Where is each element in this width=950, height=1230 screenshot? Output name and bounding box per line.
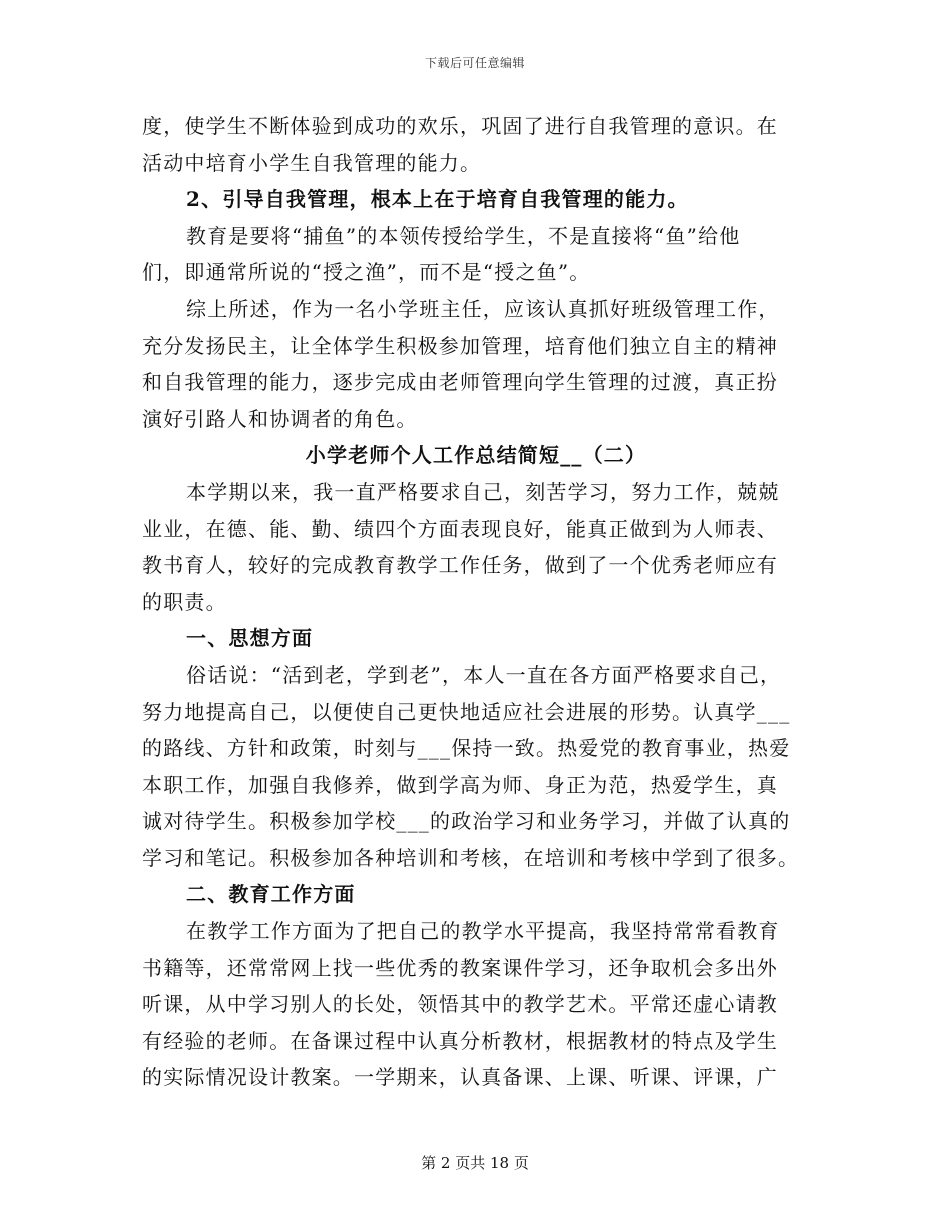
text-line: 活动中培育小学生自我管理的能力。 [142,150,482,175]
text-line: 充分发扬民主，让全体学生积极参加管理，培育他们独立自主的精神 [142,333,778,358]
text-line: 本学期以来，我一直严格要求自己，刻苦学习，努力工作，兢兢 [186,479,780,504]
text-line: 们，即通常所说的“授之渔”，而不是“授之鱼”。 [142,260,591,285]
document-body [142,108,810,1096]
text-line: 在教学工作方面为了把自己的教学水平提高，我坚持常常看教育 [186,919,780,944]
text-line: 度，使学生不断体验到成功的欢乐，巩固了进行自我管理的意识。在 [142,114,778,138]
text-line: 听课，从中学习别人的长处，领悟其中的教学艺术。平常还虚心请教 [142,992,778,1017]
text-line: 的职责。 [142,589,227,614]
text-line: 教书育人，较好的完成教育教学工作任务，做到了一个优秀老师应有 [142,553,778,578]
page-footer: 第 2 页共 18 页 [421,1154,529,1172]
text-line: 教育是要将“捕鱼”的本领传授给学生，不是直接将“鱼”给他 [186,223,741,248]
text-line: 和自我管理的能力，逐步完成由老师管理向学生管理的过渡，真正扮 [142,370,778,395]
text-line: 演好引路人和协调者的角色。 [142,406,418,431]
text-line: 努力地提高自己，以便使自己更快地适应社会进展的形势。认真学___ [142,699,791,724]
document-title: 小学老师个人工作总结简短__（二） [305,443,647,468]
text-line: 书籍等，还常常网上找一些优秀的教案课件学习，还争取机会多出外 [142,955,778,980]
text-line: 学习和笔记。积极参加各种培训和考核，在培训和考核中学到了很多。 [142,845,800,870]
text-line: 俗话说：“活到老，学到老”，本人一直在各方面严格要求自己， [186,662,782,687]
text-line: 本职工作，加强自我修养，做到学高为师、身正为范，热爱学生，真 [142,772,778,797]
text-line: 的路线、方针和政策，时刻与___保持一致。热爱党的教育事业，热爱 [142,736,791,761]
section-heading: 一、思想方面 [186,626,314,651]
text-line: 的实际情况设计教案。一学期来，认真备课、上课、听课、评课，广 [142,1065,778,1090]
page-header: 下载后可任意编辑 [424,56,525,70]
text-line: 综上所述，作为一名小学班主任，应该认真抓好班级管理工作， [186,296,780,321]
text-line: 业业，在德、能、勤、绩四个方面表现良好，能真正做到为人师表、 [142,516,778,541]
section-heading: 二、教育工作方面 [186,882,356,907]
text-line: 诚对待学生。积极参加学校___的政治学习和业务学习，并做了认真的 [142,809,791,834]
section-heading: 2、引导自我管理，根本上在于培育自我管理的能力。 [186,187,689,212]
text-line: 有经验的老师。在备课过程中认真分析教材，根据教材的特点及学生 [142,1028,778,1053]
